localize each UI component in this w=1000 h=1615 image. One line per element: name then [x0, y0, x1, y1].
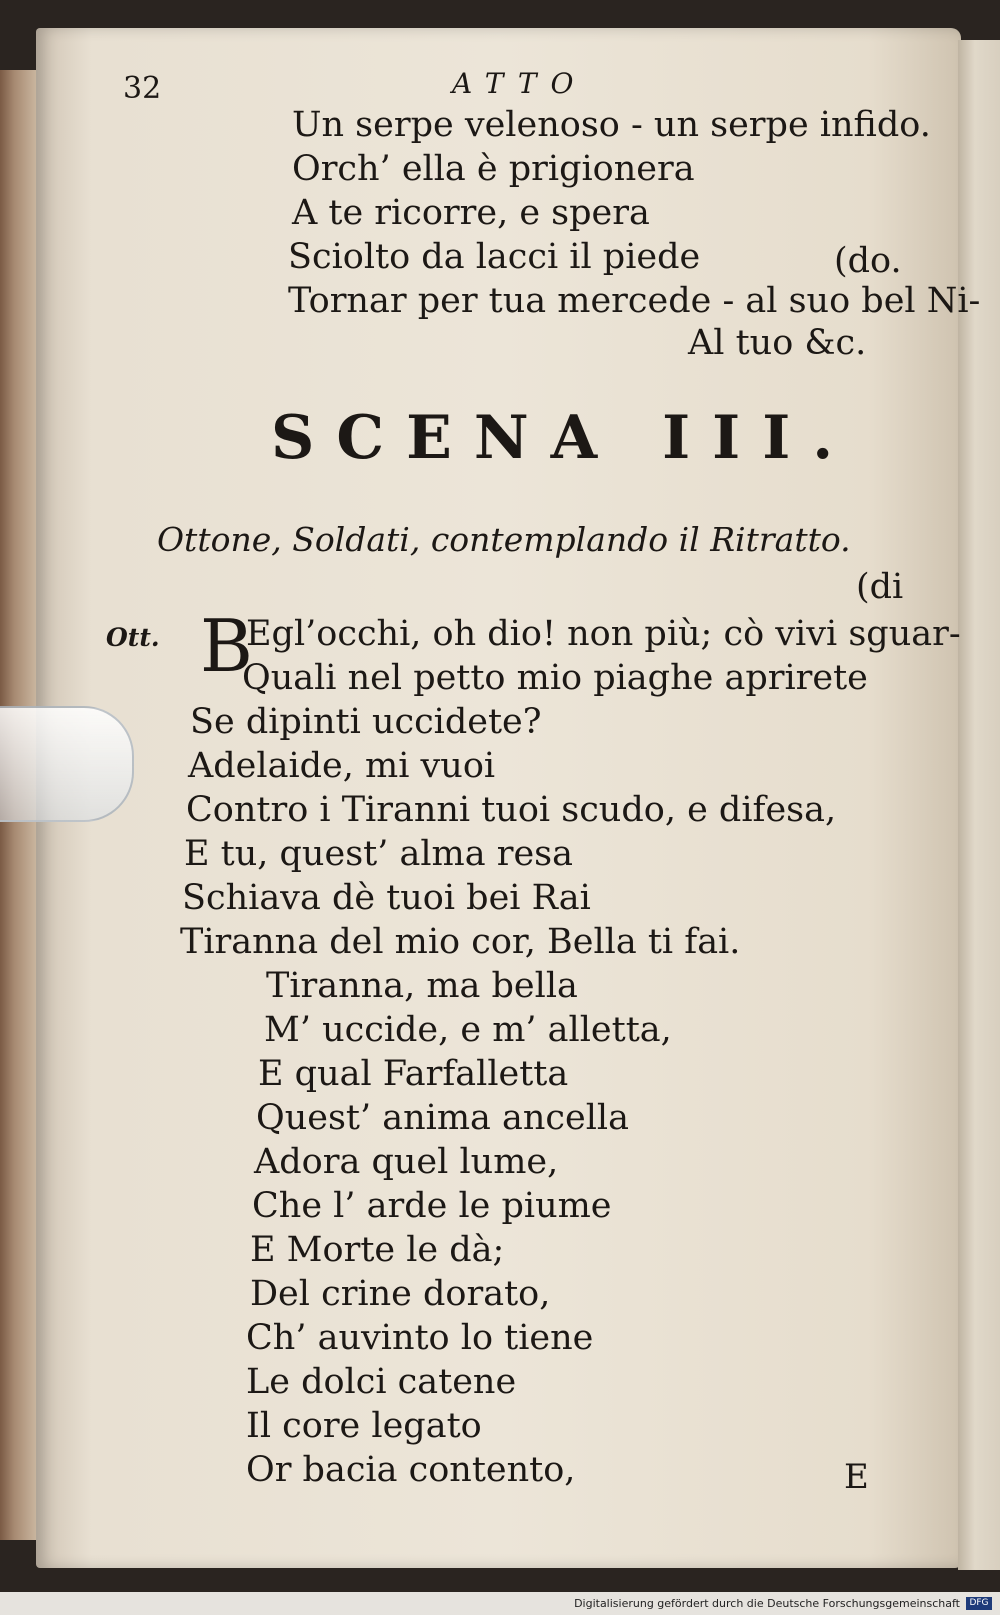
signature-mark: E — [844, 1457, 869, 1497]
speaker-label: Ott. — [106, 623, 160, 652]
aria-line: Tiranna, ma bella — [266, 966, 578, 1006]
speech-line: Adelaide, mi vuoi — [188, 746, 496, 786]
drop-cap: B — [200, 604, 253, 688]
turnover-bracket: (di — [856, 567, 904, 607]
speech-line: Contro i Tiranni tuoi scudo, e difesa, — [186, 790, 837, 830]
aria-line: Del crine dorato, — [250, 1274, 551, 1314]
aria-line: Le dolci catene — [246, 1362, 517, 1402]
aria-line: Che l’ arde le piume — [252, 1186, 612, 1226]
verse-line: A te ricorre, e spera — [292, 193, 650, 233]
aria-line: E Morte le dà; — [250, 1230, 505, 1270]
verse-line: Un serpe velenoso - un serpe infido. — [292, 105, 931, 145]
speech-line: E tu, quest’ alma resa — [184, 834, 573, 874]
page-clamp — [0, 706, 134, 822]
speech-line: Tiranna del mio cor, Bella ti fai. — [180, 922, 741, 962]
speech-line: Schiava dè tuoi bei Rai — [182, 878, 591, 918]
aria-line: Il core legato — [246, 1406, 482, 1446]
aria-line: Ch’ auvinto lo tiene — [246, 1318, 594, 1358]
verse-refrain: Al tuo &c. — [688, 323, 867, 363]
verse-line: Tornar per tua mercede - al suo bel Ni- — [288, 281, 981, 321]
aria-line: Quest’ anima ancella — [256, 1098, 629, 1138]
aria-line: Or bacia contento, — [246, 1450, 576, 1490]
turnover-bracket: (do. — [834, 241, 902, 281]
stage-direction: Ottone, Soldati, contemplando il Ritratto. — [157, 520, 851, 559]
aria-line: Adora quel lume, — [254, 1142, 559, 1182]
running-head: ATTO — [452, 67, 588, 100]
speech-line: Egl’occhi, oh dio! non più; cò vivi sguar- — [246, 614, 961, 654]
verse-line: Sciolto da lacci il piede — [288, 237, 701, 277]
facing-page-edge — [958, 40, 1000, 1570]
page-number: 32 — [123, 71, 162, 106]
aria-line: E qual Farfalletta — [258, 1054, 569, 1094]
scene-title: SCENA III. — [271, 403, 856, 473]
speech-line: Se dipinti uccidete? — [190, 702, 542, 742]
aria-line: M’ uccide, e m’ alletta, — [264, 1010, 672, 1050]
speech-line: Quali nel petto mio piaghe aprirete — [242, 658, 868, 698]
dfg-logo-icon: DFG — [966, 1597, 992, 1610]
verse-line: Orch’ ella è prigionera — [292, 149, 695, 189]
credit-text: Digitalisierung gefördert durch die Deutsche Forschungsgemeinschaft — [574, 1597, 960, 1610]
